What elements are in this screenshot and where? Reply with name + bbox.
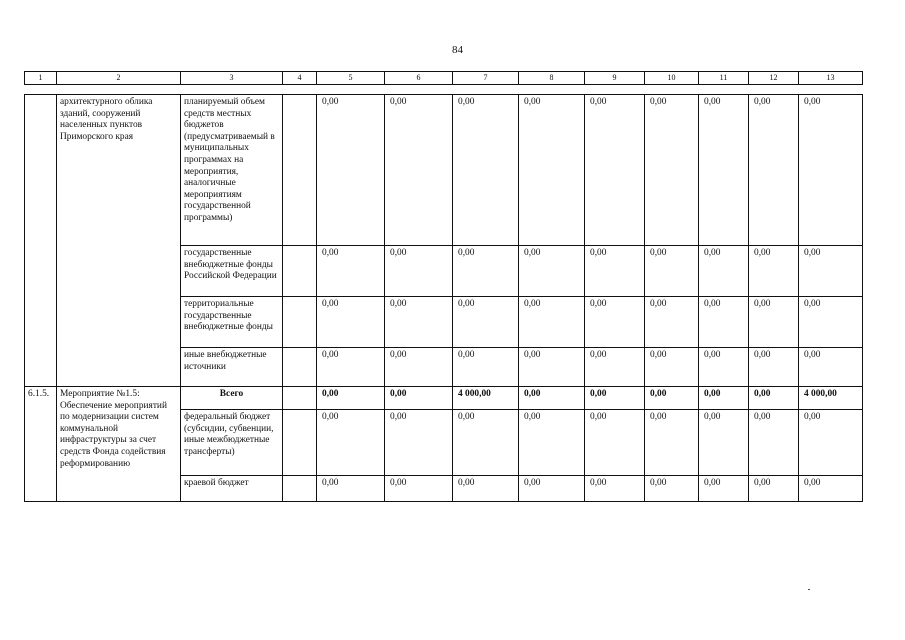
- item-number-cell: 6.1.5.: [25, 387, 57, 502]
- column4-cell: [283, 410, 317, 476]
- column-number-cell: 1: [25, 72, 57, 85]
- table-row: [25, 95, 863, 246]
- value-cell: 0,00: [385, 410, 453, 476]
- value-cell: 0,00: [317, 297, 385, 348]
- value-cell: 0,00: [749, 297, 799, 348]
- column-number-cell: 11: [699, 72, 749, 85]
- value-cell: 0,00: [699, 476, 749, 502]
- value-cell: 0,00: [699, 297, 749, 348]
- value-cell: 0,00: [749, 348, 799, 387]
- value-cell: 0,00: [645, 387, 699, 410]
- value-cell: 0,00: [799, 348, 863, 387]
- value-cell: 0,00: [385, 476, 453, 502]
- column4-cell: [283, 476, 317, 502]
- value-cell: 4 000,00: [453, 387, 519, 410]
- funding-source-cell: государственные внебюджетные фонды Российской Федерации: [181, 246, 283, 297]
- item-number-cell: [25, 95, 57, 387]
- column-number-cell: 2: [57, 72, 181, 85]
- measure-description-cell: Мероприятие №1.5: Обеспечение мероприятий по модернизации систем коммунальной инфраструктуры за счет средств Фонда содействия реформированию: [57, 387, 181, 502]
- value-cell: 0,00: [385, 95, 453, 246]
- value-cell: 0,00: [749, 410, 799, 476]
- value-cell: 0,00: [699, 410, 749, 476]
- value-cell: 0,00: [585, 476, 645, 502]
- column4-cell: [283, 348, 317, 387]
- value-cell: 0,00: [519, 476, 585, 502]
- value-cell: 0,00: [519, 410, 585, 476]
- value-cell: 0,00: [585, 297, 645, 348]
- value-cell: 0,00: [385, 297, 453, 348]
- column-number-cell: 5: [317, 72, 385, 85]
- value-cell: 0,00: [585, 246, 645, 297]
- value-cell: 0,00: [317, 387, 385, 410]
- column4-cell: [283, 387, 317, 410]
- value-cell: 0,00: [699, 246, 749, 297]
- measure-description-cell: архитектурного облика зданий, сооружений населенных пунктов Приморского края: [57, 95, 181, 387]
- value-cell: 0,00: [519, 348, 585, 387]
- column4-cell: [283, 297, 317, 348]
- value-cell: 0,00: [699, 387, 749, 410]
- value-cell: 0,00: [317, 95, 385, 246]
- value-cell: 0,00: [585, 95, 645, 246]
- value-cell: 0,00: [453, 95, 519, 246]
- column-number-cell: 10: [645, 72, 699, 85]
- value-cell: 0,00: [519, 387, 585, 410]
- column-number-cell: 8: [519, 72, 585, 85]
- column-number-cell: 4: [283, 72, 317, 85]
- column4-cell: [283, 246, 317, 297]
- value-cell: 0,00: [749, 387, 799, 410]
- value-cell: 0,00: [645, 246, 699, 297]
- value-cell: 0,00: [519, 297, 585, 348]
- value-cell: 0,00: [453, 246, 519, 297]
- column-number-cell: 9: [585, 72, 645, 85]
- column-number-cell: 3: [181, 72, 283, 85]
- funding-source-cell: иные внебюджетные источники: [181, 348, 283, 387]
- value-cell: 0,00: [453, 297, 519, 348]
- table-row: [25, 387, 863, 410]
- value-cell: 0,00: [645, 297, 699, 348]
- value-cell: 0,00: [453, 348, 519, 387]
- value-cell: 0,00: [645, 476, 699, 502]
- value-cell: 0,00: [799, 476, 863, 502]
- column-number-cell: 6: [385, 72, 453, 85]
- value-cell: 0,00: [317, 476, 385, 502]
- column-number-header: [24, 71, 863, 85]
- value-cell: 0,00: [645, 410, 699, 476]
- column4-cell: [283, 95, 317, 246]
- budget-table: [24, 94, 863, 502]
- value-cell: 0,00: [519, 95, 585, 246]
- scan-speck: [808, 589, 810, 590]
- value-cell: 0,00: [317, 246, 385, 297]
- value-cell: 0,00: [317, 410, 385, 476]
- value-cell: 0,00: [699, 95, 749, 246]
- value-cell: 0,00: [799, 246, 863, 297]
- value-cell: 0,00: [585, 387, 645, 410]
- value-cell: 0,00: [585, 348, 645, 387]
- value-cell: 0,00: [385, 246, 453, 297]
- value-cell: 0,00: [699, 348, 749, 387]
- funding-source-cell: федеральный бюджет (субсидии, субвенции, иные межбюджетные трансферты): [181, 410, 283, 476]
- column-number-cell: 12: [749, 72, 799, 85]
- value-cell: 0,00: [317, 348, 385, 387]
- value-cell: 0,00: [645, 95, 699, 246]
- column-number-cell: 13: [799, 72, 863, 85]
- value-cell: 0,00: [453, 476, 519, 502]
- value-cell: 0,00: [645, 348, 699, 387]
- funding-source-total-cell: Всего: [181, 387, 283, 410]
- value-cell: 0,00: [799, 297, 863, 348]
- column-number-cell: 7: [453, 72, 519, 85]
- value-cell: 4 000,00: [799, 387, 863, 410]
- funding-source-cell: планируемый объем средств местных бюджетов (предусматриваемый в муниципальных программах на мероприятия, аналогичные мероприятиям государственной программы): [181, 95, 283, 246]
- value-cell: 0,00: [453, 410, 519, 476]
- value-cell: 0,00: [749, 95, 799, 246]
- value-cell: 0,00: [519, 246, 585, 297]
- value-cell: 0,00: [585, 410, 645, 476]
- value-cell: 0,00: [385, 348, 453, 387]
- value-cell: 0,00: [749, 246, 799, 297]
- value-cell: 0,00: [799, 410, 863, 476]
- funding-source-cell: краевой бюджет: [181, 476, 283, 502]
- value-cell: 0,00: [749, 476, 799, 502]
- page-number: 84: [452, 44, 463, 56]
- value-cell: 0,00: [385, 387, 453, 410]
- funding-source-cell: территориальные государственные внебюджетные фонды: [181, 297, 283, 348]
- value-cell: 0,00: [799, 95, 863, 246]
